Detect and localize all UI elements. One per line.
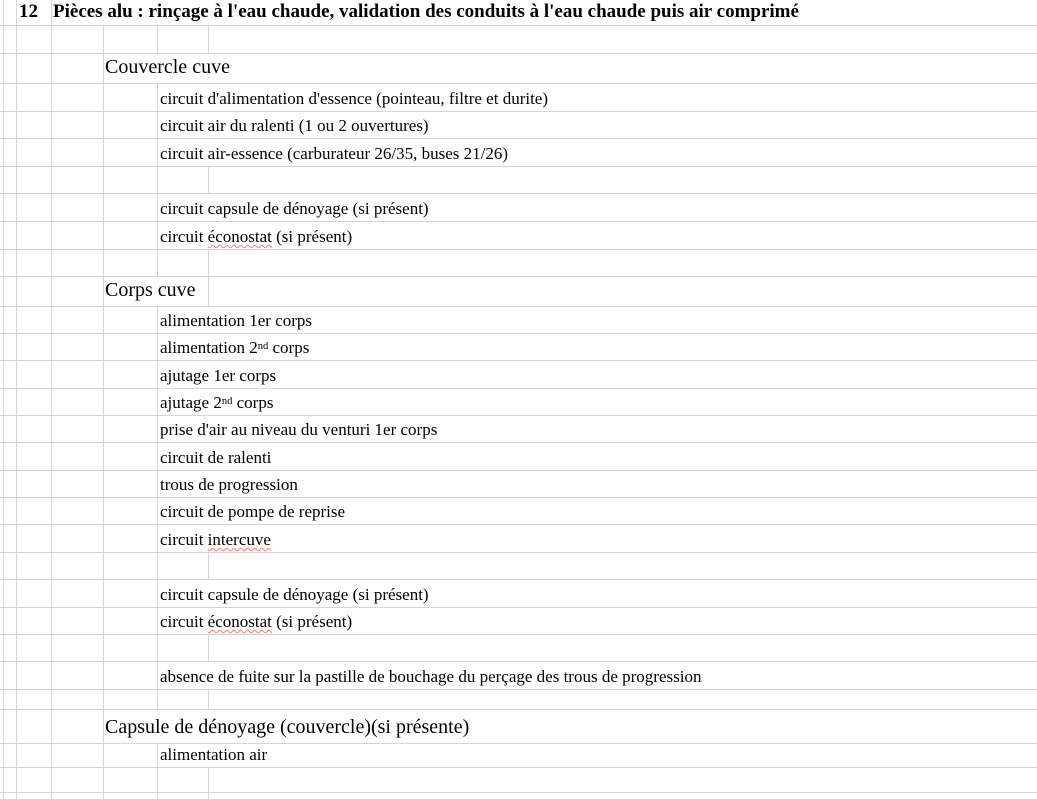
- gridline-vertical: [103, 222, 104, 249]
- gridline-vertical: [208, 277, 209, 306]
- gridline-vertical: [103, 443, 104, 470]
- gridline-vertical: [157, 222, 158, 249]
- gridline-vertical: [3, 361, 4, 388]
- gridline-vertical: [16, 139, 17, 166]
- gridline-vertical: [157, 662, 158, 689]
- gridline-vertical: [51, 525, 52, 552]
- gridline-vertical: [3, 222, 4, 249]
- sheet-row[interactable]: [0, 793, 1037, 800]
- gridline-vertical: [157, 389, 158, 415]
- gridline-vertical: [16, 710, 17, 743]
- gridline-vertical: [208, 553, 209, 579]
- gridline-vertical: [103, 26, 104, 53]
- gridline-vertical: [103, 768, 104, 792]
- gridline-vertical: [157, 167, 158, 193]
- gridline-vertical: [208, 26, 209, 53]
- gridline-vertical: [157, 443, 158, 470]
- gridline-vertical: [103, 250, 104, 276]
- gridline-vertical: [157, 416, 158, 442]
- gridline-vertical: [3, 635, 4, 661]
- gridline-vertical: [16, 222, 17, 249]
- gridline-vertical: [51, 139, 52, 166]
- gridline-vertical: [51, 443, 52, 470]
- gridline-vertical: [16, 525, 17, 552]
- gridline-vertical: [157, 334, 158, 360]
- gridline-vertical: [3, 443, 4, 470]
- gridline-vertical: [3, 389, 4, 415]
- gridline-vertical: [3, 26, 4, 53]
- gridline-vertical: [16, 277, 17, 306]
- gridline-vertical: [208, 793, 209, 799]
- gridline-vertical: [208, 167, 209, 193]
- gridline-vertical: [103, 84, 104, 111]
- gridline-vertical: [208, 250, 209, 276]
- gridline-vertical: [103, 112, 104, 138]
- gridline-vertical: [157, 580, 158, 607]
- gridline-vertical: [51, 26, 52, 53]
- gridline-vertical: [16, 307, 17, 333]
- gridline-vertical: [3, 710, 4, 743]
- sheet-row[interactable]: [0, 54, 1037, 84]
- gridline-vertical: [103, 525, 104, 552]
- gridline-vertical: [16, 662, 17, 689]
- sheet-row[interactable]: [0, 222, 1037, 250]
- sheet-row[interactable]: [0, 662, 1037, 690]
- gridline-vertical: [16, 112, 17, 138]
- gridline-vertical: [103, 139, 104, 166]
- sheet-row[interactable]: [0, 139, 1037, 167]
- gridline-vertical: [16, 793, 17, 799]
- gridline-vertical: [3, 250, 4, 276]
- gridline-vertical: [157, 361, 158, 388]
- cell-title[interactable]: Pièces alu : rinçage à l'eau chaude, validation des conduits à l'eau chaude puis air comprimé: [53, 1, 799, 23]
- gridline-vertical: [3, 525, 4, 552]
- gridline-vertical: [103, 307, 104, 333]
- cell-item[interactable]: circuit éconostat (si présent): [160, 612, 353, 632]
- cell-item[interactable]: circuit de pompe de reprise: [160, 502, 346, 522]
- sheet-row[interactable]: [0, 167, 1037, 194]
- gridline-vertical: [3, 608, 4, 634]
- cell-item[interactable]: alimentation air: [160, 745, 268, 765]
- gridline-vertical: [157, 553, 158, 579]
- cell-item[interactable]: absence de fuite sur la pastille de bouchage du perçage des trous de progression: [160, 667, 702, 687]
- gridline-vertical: [16, 690, 17, 709]
- gridline-vertical: [103, 361, 104, 388]
- sheet-row[interactable]: [0, 498, 1037, 525]
- cell-section[interactable]: Capsule de dénoyage (couvercle)(si présente): [105, 716, 470, 738]
- gridline-vertical: [157, 608, 158, 634]
- gridline-vertical: [16, 334, 17, 360]
- sheet-row[interactable]: [0, 389, 1037, 416]
- gridline-vertical: [16, 389, 17, 415]
- cell-item[interactable]: circuit de ralenti: [160, 448, 272, 468]
- gridline-vertical: [51, 608, 52, 634]
- gridline-vertical: [16, 194, 17, 221]
- gridline-vertical: [3, 139, 4, 166]
- gridline-vertical: [103, 793, 104, 799]
- gridline-vertical: [103, 744, 104, 767]
- sheet-row[interactable]: [0, 250, 1037, 277]
- gridline-vertical: [157, 307, 158, 333]
- gridline-vertical: [3, 167, 4, 193]
- cell-row-number[interactable]: 12: [19, 1, 38, 23]
- cell-item[interactable]: prise d'air au niveau du venturi 1er corps: [160, 420, 438, 440]
- cell-item[interactable]: ajutage 1er corps: [160, 366, 277, 386]
- gridline-vertical: [103, 471, 104, 497]
- gridline-vertical: [3, 194, 4, 221]
- gridline-vertical: [16, 443, 17, 470]
- gridline-vertical: [157, 635, 158, 661]
- gridline-vertical: [3, 84, 4, 111]
- gridline-vertical: [3, 580, 4, 607]
- gridline-vertical: [157, 525, 158, 552]
- gridline-vertical: [51, 768, 52, 792]
- misspelled-word: intercuve: [207, 530, 271, 550]
- sheet-row[interactable]: [0, 334, 1037, 361]
- gridline-vertical: [16, 26, 17, 53]
- gridline-vertical: [51, 553, 52, 579]
- gridline-vertical: [103, 662, 104, 689]
- gridline-vertical: [3, 334, 4, 360]
- gridline-vertical: [51, 307, 52, 333]
- gridline-vertical: [157, 250, 158, 276]
- cell-item[interactable]: circuit capsule de dénoyage (si présent): [160, 585, 429, 605]
- gridline-vertical: [16, 416, 17, 442]
- gridline-vertical: [16, 635, 17, 661]
- cell-item[interactable]: alimentation 2nd corps: [160, 338, 310, 358]
- sheet-row[interactable]: [0, 690, 1037, 710]
- gridline-vertical: [157, 793, 158, 799]
- gridline-vertical: [51, 744, 52, 767]
- gridline-vertical: [51, 471, 52, 497]
- sheet-row[interactable]: [0, 525, 1037, 553]
- gridline-vertical: [3, 690, 4, 709]
- gridline-vertical: [16, 0, 17, 25]
- gridline-vertical: [103, 389, 104, 415]
- sheet-row[interactable]: [0, 471, 1037, 498]
- gridline-vertical: [3, 277, 4, 306]
- gridline-vertical: [51, 361, 52, 388]
- gridline-vertical: [103, 277, 104, 306]
- gridline-vertical: [16, 498, 17, 524]
- gridline-vertical: [16, 471, 17, 497]
- gridline-vertical: [51, 389, 52, 415]
- cell-section[interactable]: Corps cuve: [105, 279, 196, 301]
- gridline-vertical: [103, 580, 104, 607]
- gridline-vertical: [51, 250, 52, 276]
- gridline-vertical: [157, 112, 158, 138]
- gridline-vertical: [16, 361, 17, 388]
- gridline-vertical: [157, 498, 158, 524]
- gridline-vertical: [157, 139, 158, 166]
- gridline-vertical: [157, 744, 158, 767]
- ordinal-superscript: nd: [221, 395, 233, 407]
- gridline-vertical: [51, 416, 52, 442]
- cell-item[interactable]: alimentation 1er corps: [160, 311, 313, 331]
- gridline-vertical: [157, 768, 158, 792]
- gridline-vertical: [3, 307, 4, 333]
- gridline-vertical: [208, 690, 209, 709]
- sheet-row[interactable]: [0, 608, 1037, 635]
- sheet-row[interactable]: [0, 710, 1037, 744]
- gridline-vertical: [103, 498, 104, 524]
- gridline-vertical: [51, 0, 52, 25]
- gridline-vertical: [157, 471, 158, 497]
- sheet-row[interactable]: [0, 26, 1037, 54]
- sheet-row[interactable]: [0, 416, 1037, 443]
- gridline-vertical: [103, 690, 104, 709]
- gridline-vertical: [51, 112, 52, 138]
- sheet-row[interactable]: [0, 361, 1037, 389]
- gridline-vertical: [51, 662, 52, 689]
- gridline-vertical: [51, 167, 52, 193]
- gridline-vertical: [3, 768, 4, 792]
- gridline-vertical: [157, 84, 158, 111]
- gridline-vertical: [103, 54, 104, 83]
- gridline-vertical: [51, 277, 52, 306]
- gridline-vertical: [16, 250, 17, 276]
- gridline-vertical: [16, 580, 17, 607]
- sheet-row[interactable]: [0, 553, 1037, 580]
- sheet-row[interactable]: [0, 0, 1037, 26]
- gridline-vertical: [103, 167, 104, 193]
- sheet-row[interactable]: [0, 84, 1037, 112]
- gridline-vertical: [16, 608, 17, 634]
- gridline-vertical: [16, 84, 17, 111]
- gridline-vertical: [3, 744, 4, 767]
- ordinal-superscript: nd: [257, 340, 269, 352]
- sheet-row[interactable]: [0, 744, 1037, 768]
- gridline-vertical: [103, 334, 104, 360]
- cell-item[interactable]: ajutage 2nd corps: [160, 393, 274, 413]
- cell-item[interactable]: trous de progression: [160, 475, 298, 495]
- gridline-vertical: [3, 498, 4, 524]
- cell-item[interactable]: circuit d'alimentation d'essence (pointeau, filtre et durite): [160, 89, 549, 109]
- gridline-vertical: [3, 0, 4, 25]
- cell-item[interactable]: circuit éconostat (si présent): [160, 227, 353, 247]
- sheet-row[interactable]: [0, 277, 1037, 307]
- gridline-vertical: [103, 194, 104, 221]
- gridline-vertical: [16, 768, 17, 792]
- gridline-vertical: [51, 84, 52, 111]
- cell-item[interactable]: circuit capsule de dénoyage (si présent): [160, 199, 429, 219]
- cell-item[interactable]: circuit air du ralenti (1 ou 2 ouvertures): [160, 116, 429, 136]
- gridline-vertical: [3, 471, 4, 497]
- gridline-vertical: [51, 222, 52, 249]
- gridline-vertical: [103, 553, 104, 579]
- gridline-vertical: [16, 167, 17, 193]
- gridline-vertical: [3, 54, 4, 83]
- cell-item[interactable]: circuit air-essence (carburateur 26/35, buses 21/26): [160, 144, 509, 164]
- gridline-vertical: [3, 553, 4, 579]
- gridline-vertical: [157, 690, 158, 709]
- gridline-vertical: [3, 793, 4, 799]
- gridline-vertical: [103, 635, 104, 661]
- sheet-row[interactable]: [0, 112, 1037, 139]
- sheet-row[interactable]: [0, 635, 1037, 662]
- gridline-vertical: [3, 662, 4, 689]
- cell-item[interactable]: circuit intercuve: [160, 530, 271, 550]
- gridline-vertical: [157, 194, 158, 221]
- gridline-vertical: [51, 54, 52, 83]
- gridline-vertical: [51, 793, 52, 799]
- gridline-vertical: [3, 416, 4, 442]
- gridline-vertical: [51, 334, 52, 360]
- gridline-vertical: [51, 580, 52, 607]
- cell-section[interactable]: Couvercle cuve: [105, 56, 230, 78]
- sheet-row[interactable]: [0, 194, 1037, 222]
- gridline-vertical: [51, 690, 52, 709]
- gridline-vertical: [16, 744, 17, 767]
- gridline-vertical: [157, 26, 158, 53]
- gridline-vertical: [103, 608, 104, 634]
- misspelled-word: éconostat: [207, 227, 272, 247]
- gridline-vertical: [103, 710, 104, 743]
- gridline-vertical: [51, 194, 52, 221]
- gridline-vertical: [51, 710, 52, 743]
- gridline-vertical: [16, 553, 17, 579]
- sheet-row[interactable]: [0, 307, 1037, 334]
- gridline-vertical: [3, 112, 4, 138]
- sheet-row[interactable]: [0, 443, 1037, 471]
- gridline-vertical: [208, 635, 209, 661]
- sheet-row[interactable]: [0, 768, 1037, 793]
- misspelled-word: éconostat: [207, 612, 272, 632]
- gridline-vertical: [103, 416, 104, 442]
- sheet-row[interactable]: [0, 580, 1037, 608]
- gridline-vertical: [51, 635, 52, 661]
- gridline-vertical: [51, 498, 52, 524]
- gridline-vertical: [16, 54, 17, 83]
- gridline-vertical: [208, 768, 209, 792]
